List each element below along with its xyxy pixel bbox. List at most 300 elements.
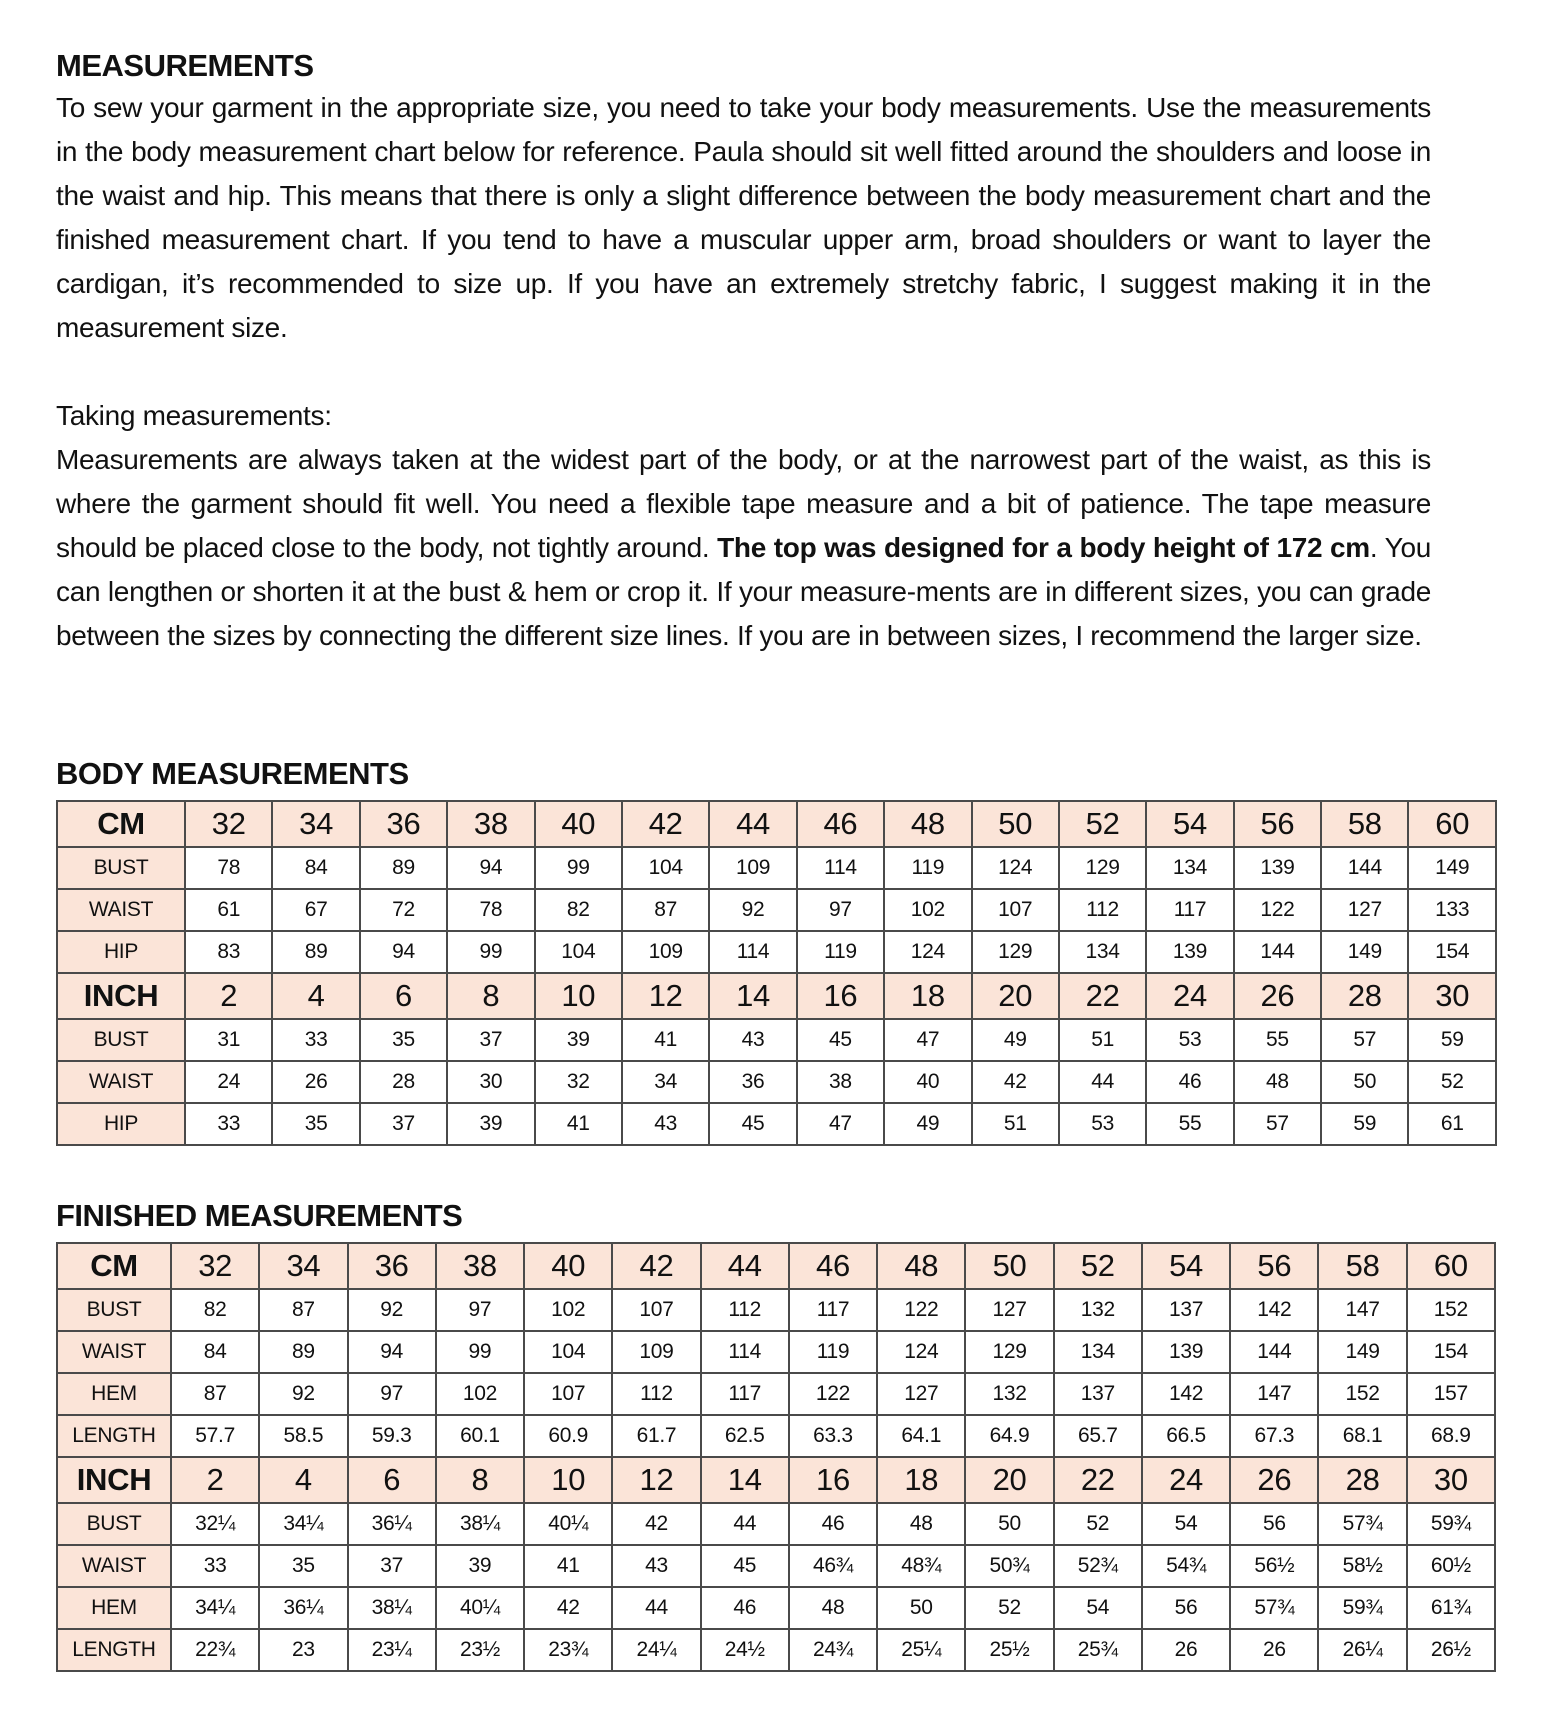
value-cell: 67 [272,889,359,931]
value-cell: 89 [259,1331,347,1373]
size-cell: 40 [535,801,622,847]
value-cell: 42 [612,1503,700,1545]
value-cell: 87 [259,1289,347,1331]
size-cell: 50 [965,1243,1053,1289]
value-cell: 129 [1059,847,1146,889]
value-cell: 122 [877,1289,965,1331]
value-cell: 28 [360,1061,447,1103]
value-cell: 44 [612,1587,700,1629]
value-cell: 147 [1318,1289,1406,1331]
value-cell: 54 [1142,1503,1230,1545]
size-header-row [57,973,1496,1019]
size-cell: 42 [622,801,709,847]
value-cell: 97 [436,1289,524,1331]
value-cell: 117 [789,1289,877,1331]
value-cell: 64.1 [877,1415,965,1457]
value-cell: 57¾ [1318,1503,1406,1545]
value-cell: 109 [612,1331,700,1373]
value-cell: 82 [171,1289,259,1331]
table-row [57,1503,1495,1545]
body-measurements-table [56,800,1497,1146]
value-cell: 46¾ [789,1545,877,1587]
value-cell: 34 [622,1061,709,1103]
value-cell: 41 [524,1545,612,1587]
size-cell: 46 [789,1243,877,1289]
value-cell: 46 [701,1587,789,1629]
value-cell: 49 [884,1103,971,1145]
value-cell: 102 [436,1373,524,1415]
intro-paragraph: To sew your garment in the appropriate size, you need to take your body measurements. Use the measurements in the body measurement chart below for reference. Paula should sit well fitted around the shoulders and loose in the waist and hip. This means that there is only a slight difference between the body measurement chart and the finished measurement chart. If you tend to have a muscular upper arm, broad shoulders or want to layer the cardigan, it’s recommended to size up. If you have an extremely stretchy fabric, I suggest making it in the measurement size. [56,92,1431,343]
value-cell: 59 [1321,1103,1408,1145]
value-cell: 119 [884,847,971,889]
finished-measurements-title: FINISHED MEASUREMENTS [56,1198,463,1233]
size-cell: 26 [1234,973,1321,1019]
value-cell: 89 [360,847,447,889]
size-cell: 54 [1142,1243,1230,1289]
size-cell: 30 [1407,1457,1495,1503]
value-cell: 89 [272,931,359,973]
size-cell: 50 [972,801,1059,847]
size-cell: 52 [1054,1243,1142,1289]
value-cell: 104 [535,931,622,973]
value-cell: 38¼ [436,1503,524,1545]
value-cell: 65.7 [1054,1415,1142,1457]
size-cell: 12 [612,1457,700,1503]
value-cell: 62.5 [701,1415,789,1457]
value-cell: 43 [622,1103,709,1145]
value-cell: 23½ [436,1629,524,1671]
value-cell: 41 [622,1019,709,1061]
row-label: BUST [57,1289,171,1331]
size-cell: 52 [1059,801,1146,847]
size-cell: 44 [701,1243,789,1289]
taking-measurements-title: Taking measurements: [56,400,332,431]
value-cell: 56 [1142,1587,1230,1629]
value-cell: 124 [884,931,971,973]
value-cell: 72 [360,889,447,931]
value-cell: 34¼ [171,1587,259,1629]
value-cell: 107 [524,1373,612,1415]
value-cell: 61 [185,889,272,931]
value-cell: 50¾ [965,1545,1053,1587]
value-cell: 58.5 [259,1415,347,1457]
size-cell: 32 [171,1243,259,1289]
value-cell: 41 [535,1103,622,1145]
value-cell: 99 [447,931,534,973]
value-cell: 139 [1146,931,1233,973]
unit-label: INCH [57,973,185,1019]
value-cell: 26¼ [1318,1629,1406,1671]
size-cell: 48 [877,1243,965,1289]
value-cell: 46 [1146,1061,1233,1103]
value-cell: 66.5 [1142,1415,1230,1457]
value-cell: 132 [965,1373,1053,1415]
value-cell: 60.1 [436,1415,524,1457]
value-cell: 40 [884,1061,971,1103]
row-label: BUST [57,1503,171,1545]
value-cell: 56 [1230,1503,1318,1545]
value-cell: 44 [701,1503,789,1545]
size-cell: 38 [447,801,534,847]
value-cell: 152 [1407,1289,1495,1331]
value-cell: 68.9 [1407,1415,1495,1457]
value-cell: 32 [535,1061,622,1103]
value-cell: 39 [447,1103,534,1145]
row-label: HIP [57,1103,185,1145]
size-cell: 60 [1408,801,1496,847]
value-cell: 57¾ [1230,1587,1318,1629]
value-cell: 36¼ [259,1587,347,1629]
value-cell: 54 [1054,1587,1142,1629]
size-header-row [57,1243,1495,1289]
size-cell: 20 [972,973,1059,1019]
value-cell: 31 [185,1019,272,1061]
value-cell: 59 [1408,1019,1496,1061]
value-cell: 35 [360,1019,447,1061]
value-cell: 36¼ [348,1503,436,1545]
value-cell: 149 [1318,1331,1406,1373]
size-cell: 2 [171,1457,259,1503]
value-cell: 48¾ [877,1545,965,1587]
value-cell: 48 [789,1587,877,1629]
value-cell: 139 [1234,847,1321,889]
value-cell: 134 [1054,1331,1142,1373]
value-cell: 114 [701,1331,789,1373]
size-cell: 44 [709,801,796,847]
value-cell: 48 [1234,1061,1321,1103]
size-cell: 10 [535,973,622,1019]
value-cell: 53 [1059,1103,1146,1145]
value-cell: 78 [447,889,534,931]
value-cell: 44 [1059,1061,1146,1103]
size-cell: 32 [185,801,272,847]
value-cell: 24¼ [612,1629,700,1671]
size-cell: 56 [1230,1243,1318,1289]
intro-section [56,46,1431,658]
value-cell: 137 [1142,1289,1230,1331]
value-cell: 109 [709,847,796,889]
table-row [57,1331,1495,1373]
value-cell: 56½ [1230,1545,1318,1587]
value-cell: 149 [1321,931,1408,973]
value-cell: 61¾ [1407,1587,1495,1629]
value-cell: 23¼ [348,1629,436,1671]
table-row [57,1545,1495,1587]
value-cell: 102 [524,1289,612,1331]
value-cell: 35 [272,1103,359,1145]
size-cell: 42 [612,1243,700,1289]
row-label: WAIST [57,889,185,931]
value-cell: 124 [972,847,1059,889]
size-cell: 10 [524,1457,612,1503]
value-cell: 154 [1408,931,1496,973]
value-cell: 53 [1146,1019,1233,1061]
value-cell: 112 [612,1373,700,1415]
value-cell: 64.9 [965,1415,1053,1457]
size-cell: 2 [185,973,272,1019]
value-cell: 157 [1407,1373,1495,1415]
size-cell: 20 [965,1457,1053,1503]
value-cell: 59¾ [1407,1503,1495,1545]
page-heading: MEASUREMENTS [56,48,314,83]
size-cell: 14 [701,1457,789,1503]
value-cell: 127 [877,1373,965,1415]
value-cell: 68.1 [1318,1415,1406,1457]
value-cell: 50 [1321,1061,1408,1103]
value-cell: 144 [1234,931,1321,973]
value-cell: 112 [701,1289,789,1331]
size-cell: 60 [1407,1243,1495,1289]
value-cell: 38 [797,1061,884,1103]
value-cell: 112 [1059,889,1146,931]
value-cell: 94 [360,931,447,973]
value-cell: 127 [965,1289,1053,1331]
table-row [57,847,1496,889]
value-cell: 134 [1059,931,1146,973]
value-cell: 50 [877,1587,965,1629]
value-cell: 129 [972,931,1059,973]
value-cell: 55 [1234,1019,1321,1061]
value-cell: 26 [1142,1629,1230,1671]
height-note: The top was designed for a body height of 172 cm [717,532,1370,563]
value-cell: 58½ [1318,1545,1406,1587]
table-row [57,931,1496,973]
unit-label: CM [57,801,185,847]
value-cell: 37 [348,1545,436,1587]
size-cell: 18 [884,973,971,1019]
value-cell: 59.3 [348,1415,436,1457]
value-cell: 97 [797,889,884,931]
size-cell: 6 [360,973,447,1019]
size-cell: 16 [797,973,884,1019]
value-cell: 37 [360,1103,447,1145]
size-cell: 6 [348,1457,436,1503]
size-cell: 40 [524,1243,612,1289]
size-cell: 38 [436,1243,524,1289]
value-cell: 84 [272,847,359,889]
value-cell: 26 [272,1061,359,1103]
value-cell: 137 [1054,1373,1142,1415]
row-label: HEM [57,1373,171,1415]
value-cell: 45 [709,1103,796,1145]
value-cell: 35 [259,1545,347,1587]
value-cell: 78 [185,847,272,889]
value-cell: 84 [171,1331,259,1373]
value-cell: 142 [1230,1289,1318,1331]
size-cell: 56 [1234,801,1321,847]
value-cell: 52 [1408,1061,1496,1103]
value-cell: 52 [965,1587,1053,1629]
size-cell: 18 [877,1457,965,1503]
table-row [57,1103,1496,1145]
value-cell: 60.9 [524,1415,612,1457]
value-cell: 36 [709,1061,796,1103]
value-cell: 99 [535,847,622,889]
unit-label: INCH [57,1457,171,1503]
value-cell: 38¼ [348,1587,436,1629]
value-cell: 46 [789,1503,877,1545]
row-label: BUST [57,1019,185,1061]
finished-measurements-table [56,1242,1496,1672]
value-cell: 48 [877,1503,965,1545]
value-cell: 39 [436,1545,524,1587]
value-cell: 34¼ [259,1503,347,1545]
size-cell: 28 [1318,1457,1406,1503]
size-header-row [57,1457,1495,1503]
table-row [57,1415,1495,1457]
table-row [57,889,1496,931]
value-cell: 63.3 [789,1415,877,1457]
value-cell: 52¾ [1054,1545,1142,1587]
value-cell: 57 [1321,1019,1408,1061]
size-cell: 22 [1054,1457,1142,1503]
value-cell: 107 [612,1289,700,1331]
value-cell: 43 [709,1019,796,1061]
value-cell: 99 [436,1331,524,1373]
value-cell: 55 [1146,1103,1233,1145]
value-cell: 152 [1318,1373,1406,1415]
value-cell: 104 [524,1331,612,1373]
size-cell: 16 [789,1457,877,1503]
size-cell: 34 [272,801,359,847]
value-cell: 30 [447,1061,534,1103]
value-cell: 57 [1234,1103,1321,1145]
row-label: HEM [57,1587,171,1629]
size-cell: 4 [259,1457,347,1503]
size-cell: 46 [797,801,884,847]
value-cell: 142 [1142,1373,1230,1415]
size-cell: 34 [259,1243,347,1289]
size-cell: 8 [447,973,534,1019]
value-cell: 23 [259,1629,347,1671]
value-cell: 57.7 [171,1415,259,1457]
table-row [57,1289,1495,1331]
value-cell: 134 [1146,847,1233,889]
value-cell: 94 [447,847,534,889]
value-cell: 39 [535,1019,622,1061]
unit-label: CM [57,1243,171,1289]
value-cell: 40¼ [436,1587,524,1629]
value-cell: 23¾ [524,1629,612,1671]
value-cell: 87 [622,889,709,931]
row-label: WAIST [57,1545,171,1587]
body-measurements-title: BODY MEASUREMENTS [56,756,409,791]
value-cell: 61.7 [612,1415,700,1457]
value-cell: 59¾ [1318,1587,1406,1629]
value-cell: 132 [1054,1289,1142,1331]
value-cell: 109 [622,931,709,973]
value-cell: 33 [272,1019,359,1061]
value-cell: 67.3 [1230,1415,1318,1457]
value-cell: 92 [709,889,796,931]
value-cell: 32¼ [171,1503,259,1545]
value-cell: 51 [972,1103,1059,1145]
taking-measurements-paragraph: Measurements are always taken at the widest part of the body, or at the narrowest part of the waist, as this is where the garment should fit well. You need a flexible tape measure and a bit of patience. The tape measure should be placed close to the body, not tightly around. The top was designed for a body height of 172 cm. You can lengthen or shorten it at the bust & hem or crop it. If your measure-ments are in different sizes, you can grade between the sizes by connecting the different size lines. If you are in between sizes, I recommend the larger size. [56,444,1432,651]
value-cell: 25¼ [877,1629,965,1671]
size-cell: 26 [1230,1457,1318,1503]
value-cell: 117 [701,1373,789,1415]
size-cell: 14 [709,973,796,1019]
value-cell: 114 [709,931,796,973]
size-cell: 4 [272,973,359,1019]
value-cell: 129 [965,1331,1053,1373]
value-cell: 61 [1408,1103,1496,1145]
size-cell: 36 [360,801,447,847]
value-cell: 154 [1407,1331,1495,1373]
value-cell: 92 [259,1373,347,1415]
value-cell: 94 [348,1331,436,1373]
value-cell: 147 [1230,1373,1318,1415]
row-label: LENGTH [57,1415,171,1457]
value-cell: 45 [797,1019,884,1061]
table-row [57,1587,1495,1629]
value-cell: 33 [171,1545,259,1587]
value-cell: 124 [877,1331,965,1373]
row-label: BUST [57,847,185,889]
value-cell: 92 [348,1289,436,1331]
size-cell: 58 [1321,801,1408,847]
value-cell: 40¼ [524,1503,612,1545]
value-cell: 107 [972,889,1059,931]
row-label: WAIST [57,1331,171,1373]
value-cell: 127 [1321,889,1408,931]
size-cell: 30 [1408,973,1496,1019]
value-cell: 117 [1146,889,1233,931]
value-cell: 97 [348,1373,436,1415]
value-cell: 47 [884,1019,971,1061]
value-cell: 114 [797,847,884,889]
value-cell: 51 [1059,1019,1146,1061]
value-cell: 102 [884,889,971,931]
value-cell: 119 [789,1331,877,1373]
table-row [57,1373,1495,1415]
value-cell: 25½ [965,1629,1053,1671]
size-cell: 22 [1059,973,1146,1019]
size-cell: 48 [884,801,971,847]
value-cell: 26 [1230,1629,1318,1671]
value-cell: 54¾ [1142,1545,1230,1587]
value-cell: 60½ [1407,1545,1495,1587]
size-cell: 24 [1146,973,1233,1019]
value-cell: 149 [1408,847,1496,889]
value-cell: 104 [622,847,709,889]
size-cell: 24 [1142,1457,1230,1503]
row-label: HIP [57,931,185,973]
size-cell: 58 [1318,1243,1406,1289]
table-row [57,1629,1495,1671]
value-cell: 45 [701,1545,789,1587]
value-cell: 25¾ [1054,1629,1142,1671]
size-cell: 54 [1146,801,1233,847]
value-cell: 42 [524,1587,612,1629]
value-cell: 33 [185,1103,272,1145]
value-cell: 37 [447,1019,534,1061]
value-cell: 52 [1054,1503,1142,1545]
value-cell: 24½ [701,1629,789,1671]
value-cell: 47 [797,1103,884,1145]
table-row [57,1061,1496,1103]
value-cell: 42 [972,1061,1059,1103]
value-cell: 144 [1321,847,1408,889]
value-cell: 122 [789,1373,877,1415]
value-cell: 24 [185,1061,272,1103]
size-cell: 28 [1321,973,1408,1019]
size-cell: 8 [436,1457,524,1503]
value-cell: 87 [171,1373,259,1415]
value-cell: 133 [1408,889,1496,931]
value-cell: 119 [797,931,884,973]
value-cell: 22¾ [171,1629,259,1671]
